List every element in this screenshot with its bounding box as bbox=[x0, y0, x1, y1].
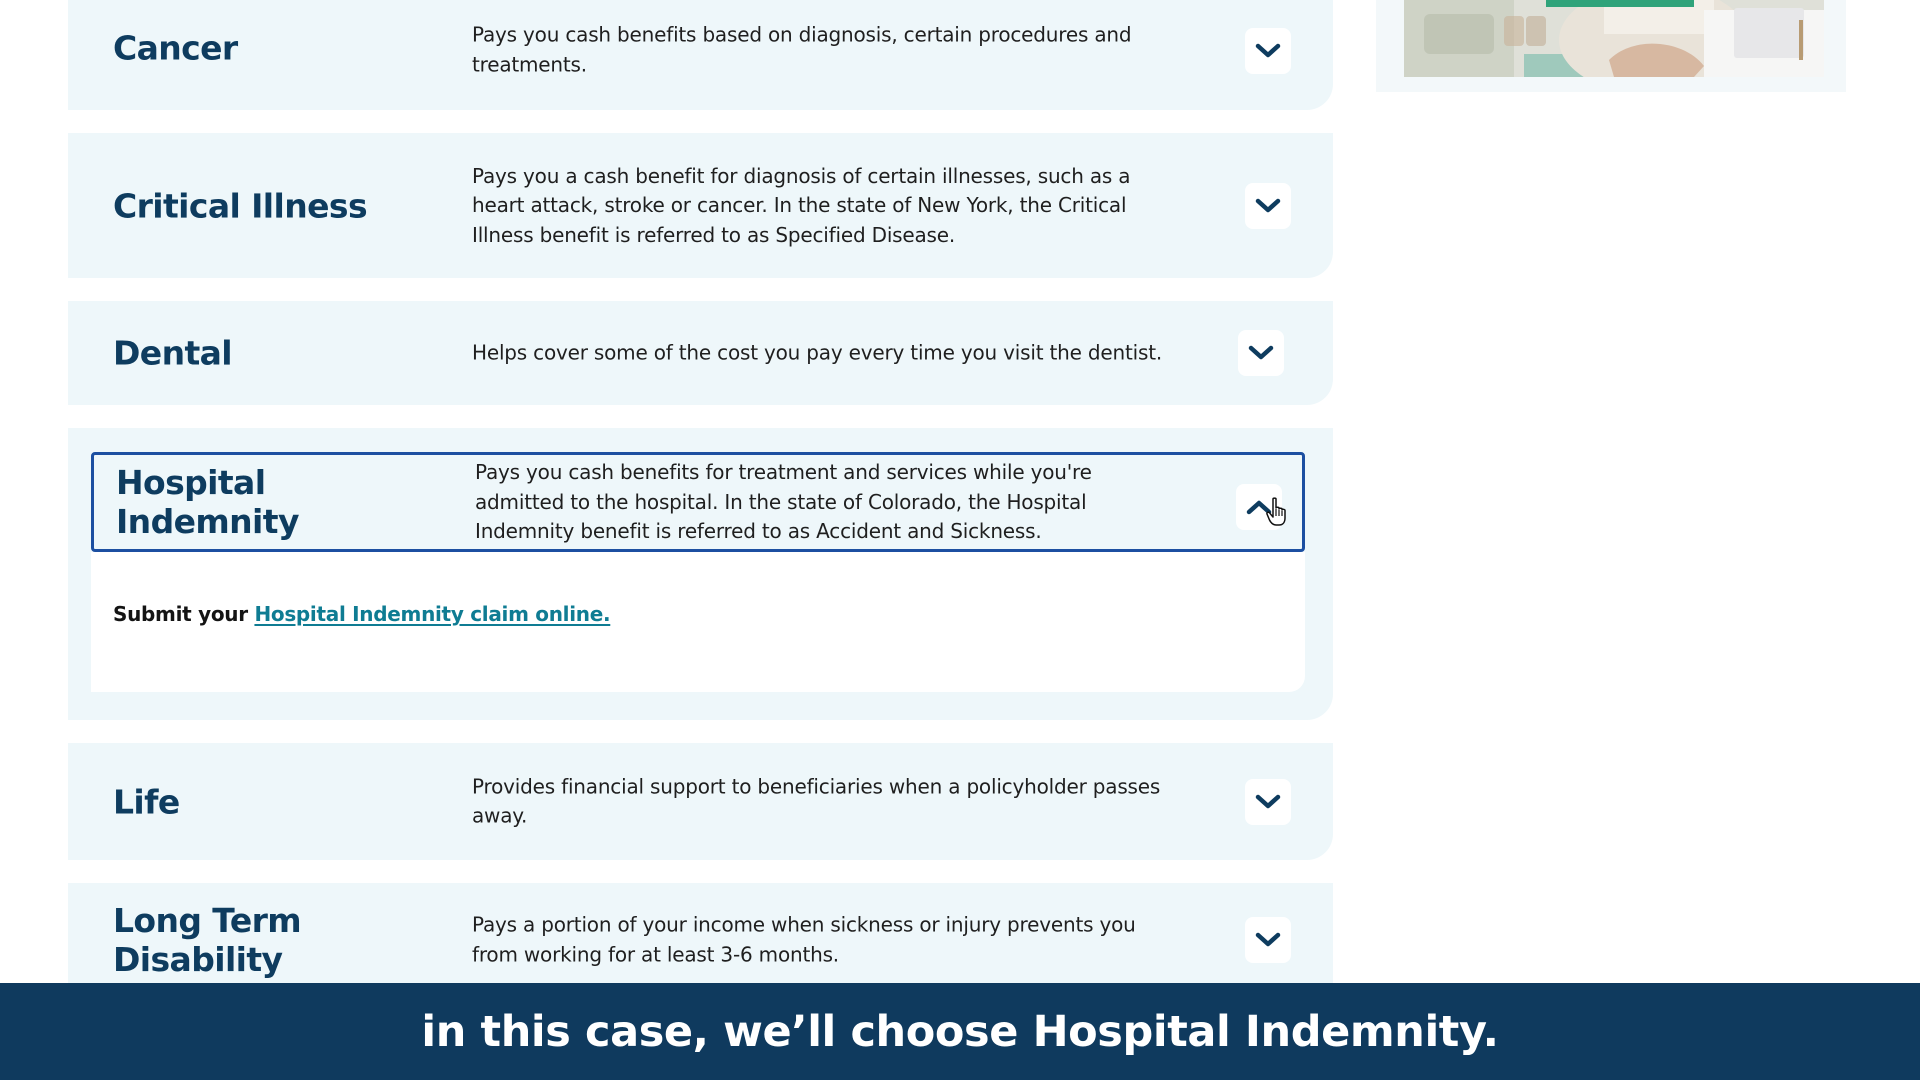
chevron-down-icon bbox=[1248, 345, 1274, 361]
coverage-description: Pays you cash benefits for treatment and services while you're admitted to the hospital. In the state of Colorado, the Hospital Indemnity benefit is referred to as Accident and Sickness. bbox=[475, 459, 1092, 543]
claim-instructions bbox=[113, 602, 610, 626]
claim-online-link[interactable]: Hospital Indemnity claim online. bbox=[254, 602, 611, 626]
coverage-title: Critical Illness bbox=[113, 186, 367, 225]
accordion-header[interactable] bbox=[68, 743, 1333, 860]
chevron-down-icon bbox=[1255, 794, 1281, 810]
accordion-header[interactable] bbox=[68, 0, 1333, 110]
chevron-down-icon bbox=[1255, 932, 1281, 948]
expand-toggle-button[interactable] bbox=[1245, 183, 1291, 229]
person-at-laptop-image bbox=[1404, 0, 1824, 77]
accordion-item-life bbox=[68, 743, 1333, 860]
coverage-description: Helps cover some of the cost you pay every time you visit the dentist. bbox=[472, 340, 1162, 365]
chevron-down-icon bbox=[1255, 198, 1281, 214]
expand-toggle-button[interactable] bbox=[1245, 28, 1291, 74]
sidebar-image-frame bbox=[1376, 0, 1846, 92]
accordion-panel bbox=[91, 552, 1305, 692]
accordion-item-cancer bbox=[68, 0, 1333, 110]
claim-prefix: Submit your bbox=[113, 602, 248, 626]
coverage-title: Long Term Disability bbox=[113, 901, 302, 979]
accordion-header-focused[interactable] bbox=[91, 452, 1305, 552]
accordion-header[interactable] bbox=[68, 883, 1333, 997]
coverage-title: Hospital Indemnity bbox=[116, 463, 299, 541]
accordion-item-dental bbox=[68, 301, 1333, 405]
video-caption-bar bbox=[0, 983, 1920, 1080]
coverage-description: Pays you cash benefits based on diagnosis, certain procedures and treatments. bbox=[472, 22, 1132, 76]
accordion-header[interactable] bbox=[68, 301, 1333, 405]
expand-toggle-button[interactable] bbox=[1238, 330, 1284, 376]
coverage-title: Dental bbox=[113, 333, 233, 373]
coverage-title: Cancer bbox=[113, 28, 238, 68]
sidebar-photo bbox=[1404, 0, 1824, 77]
coverage-description: Pays you a cash benefit for diagnosis of certain illnesses, such as a heart attack, stroke or cancer. In the state of New York, the Critical Illness benefit is referred to as Specified Disease. bbox=[472, 163, 1131, 247]
chevron-down-icon bbox=[1255, 43, 1281, 59]
coverage-description: Pays a portion of your income when sickness or injury prevents you from working for at least 3-6 months. bbox=[472, 912, 1136, 966]
hand-cursor-icon bbox=[1266, 497, 1290, 527]
coverage-description: Provides financial support to beneficiaries when a policyholder passes away. bbox=[472, 774, 1161, 828]
accordion-item-critical-illness bbox=[68, 133, 1333, 278]
caption-text: in this case, we’ll choose Hospital Indemnity. bbox=[421, 1006, 1499, 1057]
accordion-item-hospital-indemnity bbox=[68, 428, 1333, 720]
accordion-header[interactable] bbox=[68, 133, 1333, 278]
coverage-title: Life bbox=[113, 782, 180, 821]
expand-toggle-button[interactable] bbox=[1245, 917, 1291, 963]
expand-toggle-button[interactable] bbox=[1245, 779, 1291, 825]
